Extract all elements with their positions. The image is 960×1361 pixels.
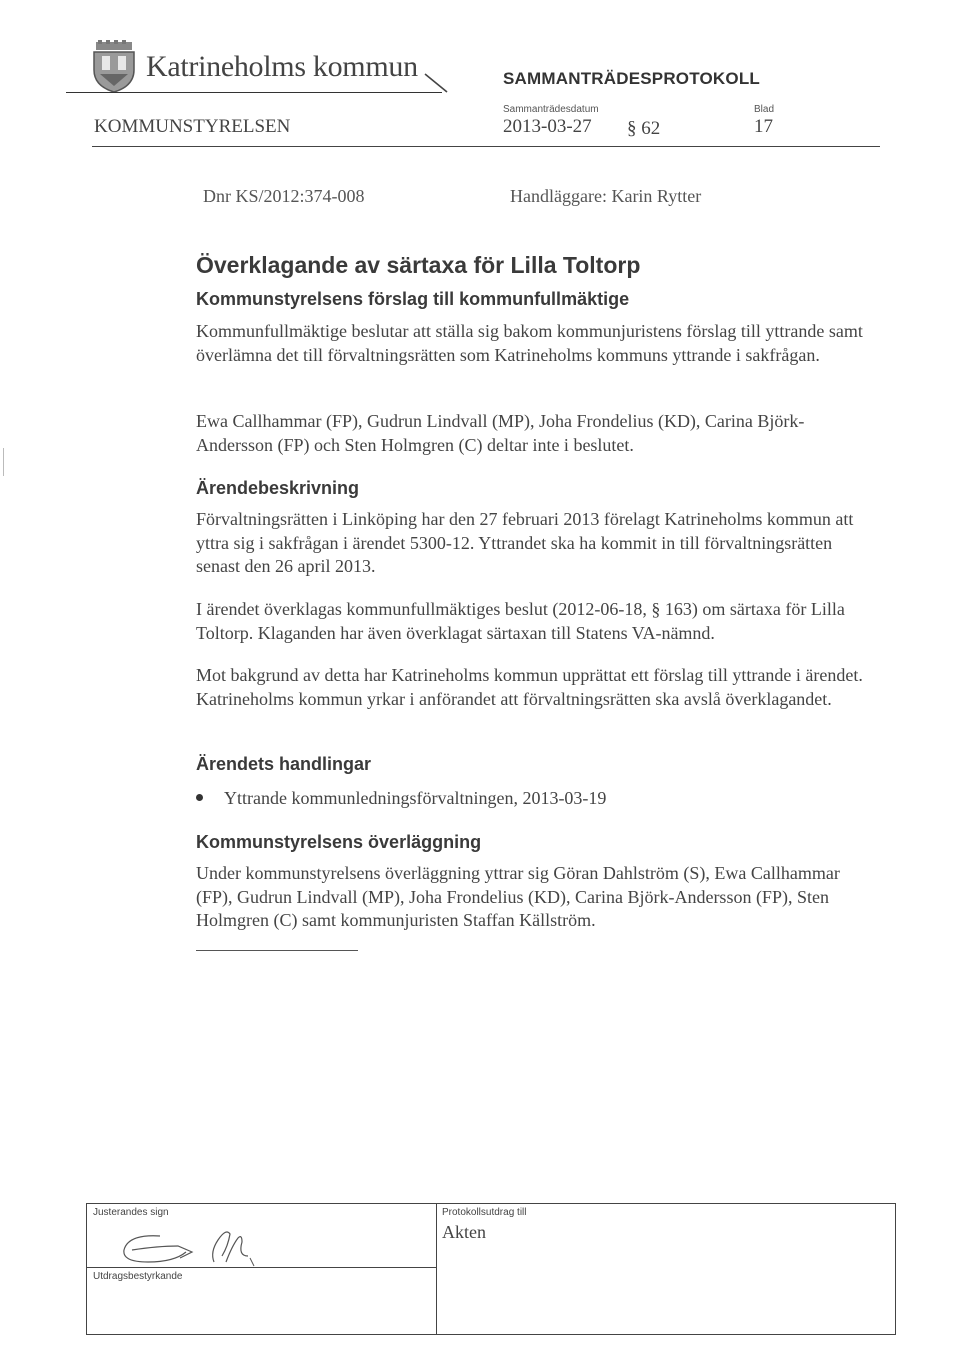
protokollsutdrag-label: Protokollsutdrag till — [442, 1207, 527, 1218]
not-participating-text: Ewa Callhammar (FP), Gudrun Lindvall (MP), Joha Frondelius (KD), Carina Björk-Andersson (FP) och Sten Holmgren (C) deltar inte i beslutet. — [196, 411, 805, 455]
logo-underline — [66, 92, 442, 93]
description-heading: Ärendebeskrivning — [196, 478, 360, 498]
municipal-crest-icon — [92, 40, 136, 92]
justerandes-sign-label: Justerandes sign — [93, 1207, 169, 1218]
diary-number: Dnr KS/2012:374-008 — [203, 186, 365, 206]
board-name: KOMMUNSTYRELSEN — [94, 116, 291, 137]
description-paragraph-1: Förvaltningsrätten i Linköping har den 27 februari 2013 förelagt Katrineholms kommun att yttra sig i sakfrågan i ärendet 5300-12. Yttrandet ska ha kommit in till förvaltningsrätten senast den 26 april 2013. — [196, 509, 854, 576]
page-title: Överklagande av särtaxa för Lilla Toltorp — [196, 252, 641, 278]
header-divider — [92, 146, 880, 147]
utdragsbestyrkande-label: Utdragsbestyrkande — [93, 1271, 183, 1282]
date-label: Sammanträdesdatum — [503, 104, 599, 115]
document-item-text: Yttrande kommunledningsförvaltningen, 2013-03-19 — [224, 788, 607, 808]
deliberation-heading: Kommunstyrelsens överläggning — [196, 832, 482, 852]
proposal-text: Kommunfullmäktige beslutar att ställa sig bakom kommunjuristens förslag till yttrande samt överlämna det till förvaltningsrätten som Katrineholms kommuns yttrande i sakfrågan. — [196, 321, 863, 365]
case-officer: Handläggare: Karin Rytter — [510, 186, 702, 206]
proposal-heading: Kommunstyrelsens förslag till kommunfullmäktige — [196, 289, 630, 309]
page-number: 17 — [754, 116, 773, 137]
logo-swash-icon — [423, 72, 449, 94]
page-label: Blad — [754, 104, 775, 115]
description-paragraph-3: Mot bakgrund av detta har Katrineholms kommun upprättat ett förslag till yttrande i ärendet. Katrineholms kommun yrkar i anförandet att förvaltningsrätten ska avslå överklagandet. — [196, 665, 863, 709]
section-end-rule — [196, 950, 358, 951]
description-paragraph-2: I ärendet överklagas kommunfullmäktiges beslut (2012-06-18, § 163) om särtaxa för Lilla Toltorp. Klaganden har även överklagat särtaxan till Statens VA-nämnd. — [196, 599, 845, 643]
paragraph-number: § 62 — [627, 118, 661, 139]
municipality-logo-text: Katrineholms kommun — [146, 50, 418, 83]
footer-divider-vertical — [436, 1203, 437, 1335]
scan-margin-mark — [3, 448, 4, 476]
protokollsutdrag-value: Akten — [442, 1222, 486, 1242]
document-list-item — [196, 788, 606, 809]
bullet-icon — [196, 794, 203, 801]
signature-image — [118, 1222, 258, 1272]
documents-heading: Ärendets handlingar — [196, 754, 372, 774]
meeting-date: 2013-03-27 — [503, 116, 592, 137]
deliberation-text: Under kommunstyrelsens överläggning yttrar sig Göran Dahlström (S), Ewa Callhammar (FP), Gudrun Lindvall (MP), Joha Frondelius (KD), Carina Björk-Andersson (FP), Sten Holmgren (C) samt kommunjuristen Staffan Källström. — [196, 863, 840, 930]
document-type: SAMMANTRÄDESPROTOKOLL — [503, 69, 760, 88]
